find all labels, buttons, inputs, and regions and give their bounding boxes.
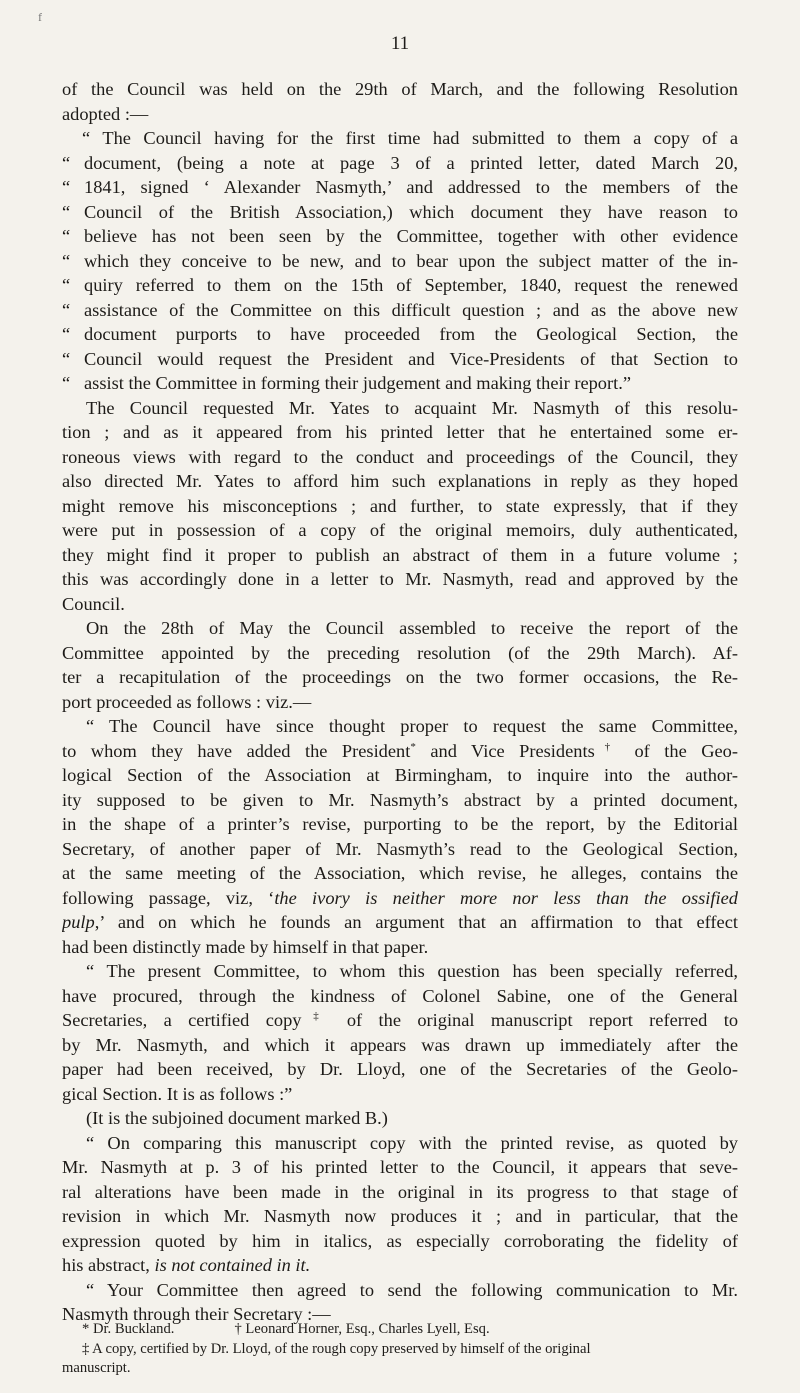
quote-mark: “ xyxy=(62,324,71,344)
footnote-ref-dagger: † xyxy=(594,740,620,753)
text-line xyxy=(62,249,738,274)
quote-mark: “ xyxy=(62,201,71,222)
text-line: also directed Mr. Yates to afford him such explanations in reply as they hoped xyxy=(62,471,738,491)
text-line: (It is the subjoined document marked B.) xyxy=(86,1108,388,1128)
text-line: at the same meeting of the Association, which revise, he alleges, contains the xyxy=(62,863,738,883)
text-line: revision in which Mr. Nasmyth now produces it ; and in particular, that the xyxy=(62,1206,738,1226)
text-line xyxy=(62,347,738,372)
text-line: logical Section of the Association at Birmingham, to inquire into the author- xyxy=(62,765,738,785)
footnote-ref-star: * xyxy=(410,740,416,753)
text-span: which they conceive to be new, and to bear upon the subject matter of the in- xyxy=(84,250,738,271)
text-line xyxy=(62,1008,738,1033)
quote-mark: “ xyxy=(62,226,71,246)
text-line xyxy=(62,298,738,323)
text-line: “ The Council having for the first time had submitted to them a copy of a xyxy=(82,128,738,148)
text-span: assistance of the Committee on this difficult question ; and as the above new xyxy=(84,299,738,320)
footnotes xyxy=(62,1320,738,1379)
text-line: expression quoted by him in italics, as especially corroborating the fidelity of xyxy=(62,1230,738,1251)
text-line: adopted :— xyxy=(62,103,149,124)
footnote-text: Dr. Buckland. xyxy=(92,1321,175,1337)
text-span: believe has not been seen by the Committee, together with other evidence xyxy=(84,226,738,246)
quote-mark: “ xyxy=(62,152,71,173)
text-span: of the original manuscript report referred to xyxy=(346,1010,738,1030)
text-line: ity supposed to be given to Mr. Nasmyth’s abstract by a printed document, xyxy=(62,789,738,810)
text-span: Secretaries, a certified copy xyxy=(62,1010,302,1030)
text-line: ter a recapitulation of the proceedings on the two former occasions, the Re- xyxy=(62,667,738,687)
text-span: Council of the British Association,) which document they have reason to xyxy=(84,201,738,222)
text-line: Council. xyxy=(62,593,125,614)
footnote-line xyxy=(62,1320,738,1340)
text-line: The Council requested Mr. Yates to acquaint Mr. Nasmyth of this resolu- xyxy=(86,397,738,418)
text-span: quiry referred to them on the 15th of September, 1840, request the renewed xyxy=(84,275,738,295)
text-span: ,’ and on which he founds an argument that an affirmation to that effect xyxy=(94,912,738,932)
text-line xyxy=(62,200,738,225)
text-span: assist the Committee in forming their judgement and making their report.” xyxy=(84,373,631,393)
text-line: were put in possession of a copy of the original memoirs, duly authenticated, xyxy=(62,520,738,540)
footnote-line xyxy=(62,1340,738,1360)
text-line: “ The present Committee, to whom this question has been specially referred, xyxy=(86,961,738,981)
text-span: 1841, signed ‘ Alexander Nasmyth,’ and addressed to the members of the xyxy=(84,177,738,197)
quote-mark: “ xyxy=(62,299,71,320)
quote-mark: “ xyxy=(62,250,71,271)
text-span: document purports to have proceeded from the Geological Section, the xyxy=(84,324,738,344)
text-line: On the 28th of May the Council assembled to receive the report of the xyxy=(86,618,738,638)
text-span: his abstract, xyxy=(62,1255,150,1275)
text-line: they might find it proper to publish an abstract of them in a future volume ; xyxy=(62,544,738,565)
stray-mark: f xyxy=(38,10,42,24)
text-line: “ Your Committee then agreed to send the following communication to Mr. xyxy=(86,1279,738,1300)
text-span: and Vice Presidents xyxy=(430,740,595,761)
footnote-mark: * xyxy=(82,1321,90,1337)
quote-mark: “ xyxy=(62,348,71,369)
text-line: this was accordingly done in a letter to Mr. Nasmyth, read and approved by the xyxy=(62,569,738,589)
text-line xyxy=(62,151,738,176)
italic-quote: the ivory is neither more nor less than the ossified xyxy=(274,887,738,908)
text-line xyxy=(62,175,738,200)
text-line xyxy=(62,886,738,911)
text-line xyxy=(62,739,738,764)
text-line: of the Council was held on the 29th of March, and the following Resolution xyxy=(62,79,738,99)
text-line: have procured, through the kindness of Colonel Sabine, one of the General xyxy=(62,985,738,1006)
text-line xyxy=(62,1253,738,1278)
footnote-ref-double-dagger: ‡ xyxy=(301,1009,331,1022)
text-line xyxy=(62,371,738,396)
footnote-mark: † xyxy=(234,1321,242,1337)
text-span: of the Geo- xyxy=(634,740,738,761)
text-line xyxy=(62,910,738,935)
quote-mark: “ xyxy=(62,177,71,197)
text-line xyxy=(62,322,738,347)
footnote-mark: ‡ xyxy=(82,1340,90,1357)
text-line: ral alterations have been made in the original in its progress to that stage of xyxy=(62,1181,738,1202)
footnote-text: A copy, certified by Dr. Lloyd, of the rough copy preserved by himself of the original xyxy=(92,1340,591,1357)
text-span: document, (being a note at page 3 of a printed letter, dated March 20, xyxy=(84,152,738,173)
text-line: gical Section. It is as follows :” xyxy=(62,1083,293,1104)
quote-mark: “ xyxy=(62,373,71,393)
text-line: port proceeded as follows : viz.— xyxy=(62,691,312,712)
italic-phrase: is not contained in it. xyxy=(154,1255,311,1275)
quote-mark: “ xyxy=(62,275,71,295)
text-line: paper had been received, by Dr. Lloyd, one of the Secretaries of the Geolo- xyxy=(62,1059,738,1079)
text-line xyxy=(62,273,738,298)
text-line: “ The Council have since thought proper to request the same Committee, xyxy=(86,716,738,736)
text-line: Secretary, of another paper of Mr. Nasmyth’s read to the Geological Section, xyxy=(62,838,738,859)
text-line: Nasmyth through their Secretary :— xyxy=(62,1304,331,1324)
text-line xyxy=(62,224,738,249)
text-line: roneous views with regard to the conduct and proceedings of the Council, they xyxy=(62,446,738,467)
text-line: tion ; and as it appeared from his printed letter that he entertained some er- xyxy=(62,422,738,442)
text-line: might remove his misconceptions ; and further, to state expressly, that if they xyxy=(62,495,738,516)
text-line: “ On comparing this manuscript copy with the printed revise, as quoted by xyxy=(86,1132,738,1153)
text-line: had been distinctly made by himself in that paper. xyxy=(62,936,429,957)
text-line: Mr. Nasmyth at p. 3 of his printed letter to the Council, it appears that seve- xyxy=(62,1157,738,1177)
footnote-line: manuscript. xyxy=(62,1360,131,1376)
text-span: to whom they have added the President xyxy=(62,740,411,761)
page-number: 11 xyxy=(390,33,410,54)
text-span: Council would request the President and Vice-Presidents of that Section to xyxy=(84,348,738,369)
footnote-text: Leonard Horner, Esq., Charles Lyell, Esq. xyxy=(245,1321,490,1337)
text-line: in the shape of a printer’s revise, purporting to be the report, by the Editorial xyxy=(62,814,738,834)
text-line: by Mr. Nasmyth, and which it appears was drawn up immediately after the xyxy=(62,1034,738,1055)
italic-quote: pulp xyxy=(62,912,95,932)
text-span: following passage, viz, ‘ xyxy=(62,887,275,908)
body-text xyxy=(62,77,738,1327)
text-line: Committee appointed by the preceding resolution (of the 29th March). Af- xyxy=(62,642,738,663)
